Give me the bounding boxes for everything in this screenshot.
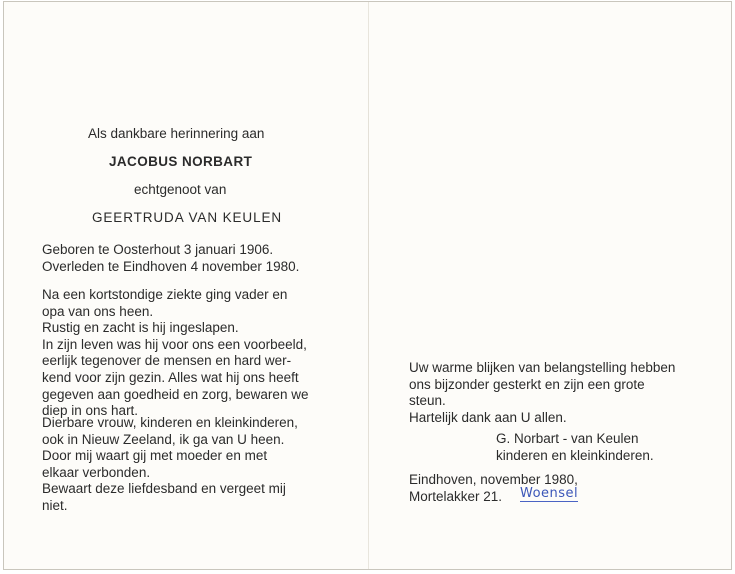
handwritten-underline — [520, 501, 578, 502]
paragraph-2-line: niet. — [42, 497, 68, 513]
death-line: Overleden te Eindhoven 4 november 1980. — [42, 258, 300, 274]
paragraph-2-line: Bewaart deze liefdesband en vergeet mij — [42, 481, 286, 497]
paragraph-2-line: Door mij waart gij met moeder en met — [42, 448, 268, 464]
thanks-line: ons bijzonder gesterkt en zijn een grote — [409, 376, 645, 392]
signature-block — [496, 431, 654, 464]
deceased-name: JACOBUS NORBART — [109, 154, 253, 169]
paragraph-1-line: gegeven aan goedheid en zorg, bewaren we — [42, 386, 309, 402]
thanks-block — [409, 360, 675, 426]
handwritten-note-text: Woensel — [520, 486, 579, 501]
paragraph-1-line: In zijn leven was hij voor ons een voorbeeld, — [42, 336, 307, 352]
signature-relatives: kinderen en kleinkinderen. — [496, 447, 654, 463]
street-address: Mortelakker 21. — [409, 488, 503, 504]
intro-text: Als dankbare herinnering aan — [88, 126, 265, 141]
paragraph-1-line: opa van ons heen. — [42, 303, 154, 319]
spouse-intro: echtgenoot van — [134, 182, 227, 197]
paragraph-1-line: Rustig en zacht is hij ingeslapen. — [42, 320, 239, 336]
paragraph-1-line: Na een kortstondige ziekte ging vader en — [42, 287, 288, 302]
paragraph-2 — [42, 415, 298, 515]
dates-block — [42, 242, 299, 275]
paragraph-1-line: kend voor zijn gezin. Alles wat hij ons heeft — [42, 369, 299, 385]
paragraph-2-line: ook in Nieuw Zeeland, ik ga van U heen. — [42, 431, 285, 447]
thanks-line: Uw warme blijken van belangstelling hebben — [409, 360, 676, 375]
signature-family: G. Norbart - van Keulen — [496, 431, 639, 446]
spouse-name: GEERTRUDA VAN KEULEN — [92, 210, 283, 225]
handwritten-note — [520, 486, 578, 501]
card-fold-line — [368, 2, 369, 569]
paragraph-2-line: Dierbare vrouw, kinderen en kleinkinderen, — [42, 415, 298, 430]
memorial-card — [3, 1, 732, 570]
paragraph-1 — [42, 287, 308, 420]
paragraph-2-line: elkaar verbonden. — [42, 464, 151, 480]
thanks-line: steun. — [409, 393, 446, 409]
birth-line: Geboren te Oosterhout 3 januari 1906. — [42, 242, 274, 257]
paragraph-1-line: eerlijk tegenover de mensen en hard wer- — [42, 353, 292, 369]
paragraph-1-line: diep in ons hart. — [42, 403, 139, 419]
place-date: Eindhoven, november 1980, — [409, 472, 578, 487]
thanks-line: Hartelijk dank aan U allen. — [409, 409, 567, 425]
